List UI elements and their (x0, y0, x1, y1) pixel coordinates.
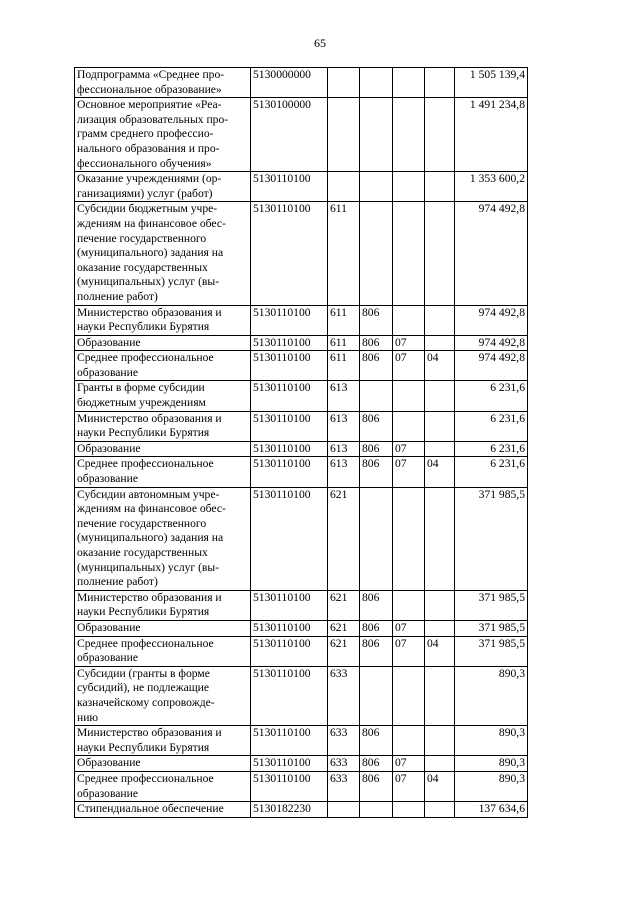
page-number: 65 (314, 36, 326, 50)
row-ministry-cell (360, 666, 393, 725)
table-row (75, 335, 528, 351)
row-name-cell: Гранты в форме субсидии бюджетным учреждениям (75, 381, 251, 411)
row-expense-type-cell (328, 98, 360, 172)
row-name-cell: Министерство образования и науки Республики Бурятия (75, 590, 251, 620)
row-subsection-cell (425, 172, 455, 202)
row-ministry-cell: 806 (360, 726, 393, 756)
table-row (75, 172, 528, 202)
row-ministry-cell: 806 (360, 620, 393, 636)
row-code-cell: 5130110100 (251, 756, 328, 772)
row-subsection-cell (425, 411, 455, 441)
row-section-cell (393, 590, 425, 620)
row-expense-type-cell: 613 (328, 441, 360, 457)
row-amount-cell: 1 353 600,2 (455, 172, 528, 202)
row-ministry-cell: 806 (360, 441, 393, 457)
row-amount-cell: 1 491 234,8 (455, 98, 528, 172)
row-amount-cell: 890,3 (455, 771, 528, 801)
table-row (75, 351, 528, 381)
row-code-cell: 5130110100 (251, 590, 328, 620)
row-code-cell: 5130110100 (251, 457, 328, 487)
row-section-cell (393, 666, 425, 725)
row-name-cell: Среднее профессиональное образование (75, 351, 251, 381)
row-ministry-cell: 806 (360, 590, 393, 620)
table-row (75, 457, 528, 487)
row-expense-type-cell: 611 (328, 335, 360, 351)
row-code-cell: 5130110100 (251, 335, 328, 351)
row-subsection-cell (425, 98, 455, 172)
row-expense-type-cell (328, 802, 360, 818)
row-name-cell: Основное мероприятие «Реа- лизация образовательных про- грамм среднего профессио- нального образования и про- фессионального обучения» (75, 98, 251, 172)
table-row (75, 98, 528, 172)
row-section-cell (393, 381, 425, 411)
row-name-cell: Среднее профессиональное образование (75, 457, 251, 487)
row-section-cell: 07 (393, 335, 425, 351)
row-expense-type-cell: 633 (328, 726, 360, 756)
row-code-cell: 5130110100 (251, 487, 328, 590)
row-section-cell (393, 202, 425, 305)
table-row (75, 305, 528, 335)
row-code-cell: 5130110100 (251, 305, 328, 335)
row-expense-type-cell: 613 (328, 411, 360, 441)
table-row (75, 620, 528, 636)
row-subsection-cell: 04 (425, 636, 455, 666)
row-code-cell: 5130110100 (251, 381, 328, 411)
row-section-cell: 07 (393, 756, 425, 772)
row-code-cell: 5130110100 (251, 351, 328, 381)
row-name-cell: Среднее профессиональное образование (75, 771, 251, 801)
row-expense-type-cell: 613 (328, 381, 360, 411)
row-expense-type-cell: 613 (328, 457, 360, 487)
row-expense-type-cell: 633 (328, 771, 360, 801)
row-section-cell (393, 172, 425, 202)
row-subsection-cell (425, 335, 455, 351)
row-subsection-cell (425, 666, 455, 725)
table-row (75, 441, 528, 457)
row-code-cell: 5130110100 (251, 666, 328, 725)
row-ministry-cell (360, 172, 393, 202)
row-ministry-cell (360, 68, 393, 98)
row-subsection-cell: 04 (425, 351, 455, 381)
row-ministry-cell: 806 (360, 351, 393, 381)
row-name-cell: Субсидии бюджетным учре- ждениям на финансовое обес- печение государственного (муниципального) задания на оказание государственных (муниципальных) услуг (вы- полнение работ) (75, 202, 251, 305)
row-amount-cell: 974 492,8 (455, 305, 528, 335)
table-row (75, 381, 528, 411)
row-amount-cell: 890,3 (455, 666, 528, 725)
row-amount-cell: 6 231,6 (455, 441, 528, 457)
row-section-cell: 07 (393, 441, 425, 457)
row-code-cell: 5130182230 (251, 802, 328, 818)
row-subsection-cell: 04 (425, 457, 455, 487)
row-name-cell: Образование (75, 620, 251, 636)
row-section-cell: 07 (393, 771, 425, 801)
row-amount-cell: 371 985,5 (455, 590, 528, 620)
row-ministry-cell (360, 202, 393, 305)
row-amount-cell: 371 985,5 (455, 487, 528, 590)
table-row (75, 487, 528, 590)
row-section-cell: 07 (393, 351, 425, 381)
table-row (75, 756, 528, 772)
row-amount-cell: 137 634,6 (455, 802, 528, 818)
row-expense-type-cell: 633 (328, 666, 360, 725)
table-body (75, 68, 528, 818)
row-name-cell: Образование (75, 441, 251, 457)
row-expense-type-cell (328, 68, 360, 98)
row-section-cell (393, 98, 425, 172)
row-ministry-cell: 806 (360, 335, 393, 351)
row-amount-cell: 974 492,8 (455, 351, 528, 381)
row-expense-type-cell: 611 (328, 305, 360, 335)
row-section-cell (393, 305, 425, 335)
row-expense-type-cell: 621 (328, 487, 360, 590)
row-subsection-cell (425, 441, 455, 457)
row-name-cell: Среднее профессиональное образование (75, 636, 251, 666)
row-subsection-cell (425, 756, 455, 772)
row-section-cell (393, 726, 425, 756)
row-ministry-cell: 806 (360, 636, 393, 666)
row-subsection-cell: 04 (425, 771, 455, 801)
row-amount-cell: 6 231,6 (455, 411, 528, 441)
row-code-cell: 5130110100 (251, 726, 328, 756)
row-code-cell: 5130110100 (251, 771, 328, 801)
row-expense-type-cell: 621 (328, 636, 360, 666)
row-section-cell (393, 802, 425, 818)
row-code-cell: 5130110100 (251, 620, 328, 636)
row-amount-cell: 371 985,5 (455, 620, 528, 636)
row-subsection-cell (425, 202, 455, 305)
row-name-cell: Субсидии автономным учре- ждениям на финансовое обес- печение государственного (муниципального) задания на оказание государственных (муниципальных) услуг (вы- полнение работ) (75, 487, 251, 590)
row-subsection-cell (425, 487, 455, 590)
row-expense-type-cell: 621 (328, 620, 360, 636)
table-row (75, 802, 528, 818)
row-name-cell: Оказание учреждениями (ор- ганизациями) услуг (работ) (75, 172, 251, 202)
table-row (75, 636, 528, 666)
table-row (75, 726, 528, 756)
row-name-cell: Министерство образования и науки Республики Бурятия (75, 305, 251, 335)
row-ministry-cell (360, 802, 393, 818)
row-section-cell: 07 (393, 620, 425, 636)
row-code-cell: 5130110100 (251, 636, 328, 666)
row-code-cell: 5130110100 (251, 411, 328, 441)
row-expense-type-cell: 633 (328, 756, 360, 772)
row-expense-type-cell (328, 172, 360, 202)
row-subsection-cell (425, 305, 455, 335)
row-amount-cell: 974 492,8 (455, 202, 528, 305)
row-subsection-cell (425, 68, 455, 98)
table-row (75, 666, 528, 725)
row-expense-type-cell: 621 (328, 590, 360, 620)
table-row (75, 411, 528, 441)
row-section-cell (393, 68, 425, 98)
row-ministry-cell: 806 (360, 457, 393, 487)
row-subsection-cell (425, 590, 455, 620)
row-ministry-cell: 806 (360, 411, 393, 441)
row-name-cell: Образование (75, 756, 251, 772)
table-row (75, 590, 528, 620)
row-amount-cell: 890,3 (455, 756, 528, 772)
row-ministry-cell: 806 (360, 305, 393, 335)
row-ministry-cell: 806 (360, 756, 393, 772)
row-ministry-cell (360, 381, 393, 411)
row-section-cell: 07 (393, 636, 425, 666)
row-code-cell: 5130110100 (251, 202, 328, 305)
row-expense-type-cell: 611 (328, 202, 360, 305)
row-code-cell: 5130110100 (251, 441, 328, 457)
row-name-cell: Субсидии (гранты в форме субсидий), не подлежащие казначейскому сопровожде- нию (75, 666, 251, 725)
row-subsection-cell (425, 381, 455, 411)
row-ministry-cell (360, 98, 393, 172)
row-name-cell: Министерство образования и науки Республики Бурятия (75, 411, 251, 441)
row-code-cell: 5130000000 (251, 68, 328, 98)
row-name-cell: Подпрограмма «Среднее про- фессиональное образование» (75, 68, 251, 98)
row-ministry-cell: 806 (360, 771, 393, 801)
row-expense-type-cell: 611 (328, 351, 360, 381)
table-row (75, 771, 528, 801)
row-section-cell (393, 411, 425, 441)
row-code-cell: 5130100000 (251, 98, 328, 172)
row-amount-cell: 6 231,6 (455, 457, 528, 487)
row-amount-cell: 974 492,8 (455, 335, 528, 351)
row-amount-cell: 1 505 139,4 (455, 68, 528, 98)
row-subsection-cell (425, 620, 455, 636)
row-name-cell: Министерство образования и науки Республики Бурятия (75, 726, 251, 756)
row-name-cell: Образование (75, 335, 251, 351)
row-amount-cell: 890,3 (455, 726, 528, 756)
row-subsection-cell (425, 802, 455, 818)
row-amount-cell: 371 985,5 (455, 636, 528, 666)
table-row (75, 202, 528, 305)
row-amount-cell: 6 231,6 (455, 381, 528, 411)
table-row (75, 68, 528, 98)
row-name-cell: Стипендиальное обеспечение (75, 802, 251, 818)
row-section-cell: 07 (393, 457, 425, 487)
budget-table (74, 67, 528, 818)
row-code-cell: 5130110100 (251, 172, 328, 202)
row-subsection-cell (425, 726, 455, 756)
row-section-cell (393, 487, 425, 590)
row-ministry-cell (360, 487, 393, 590)
